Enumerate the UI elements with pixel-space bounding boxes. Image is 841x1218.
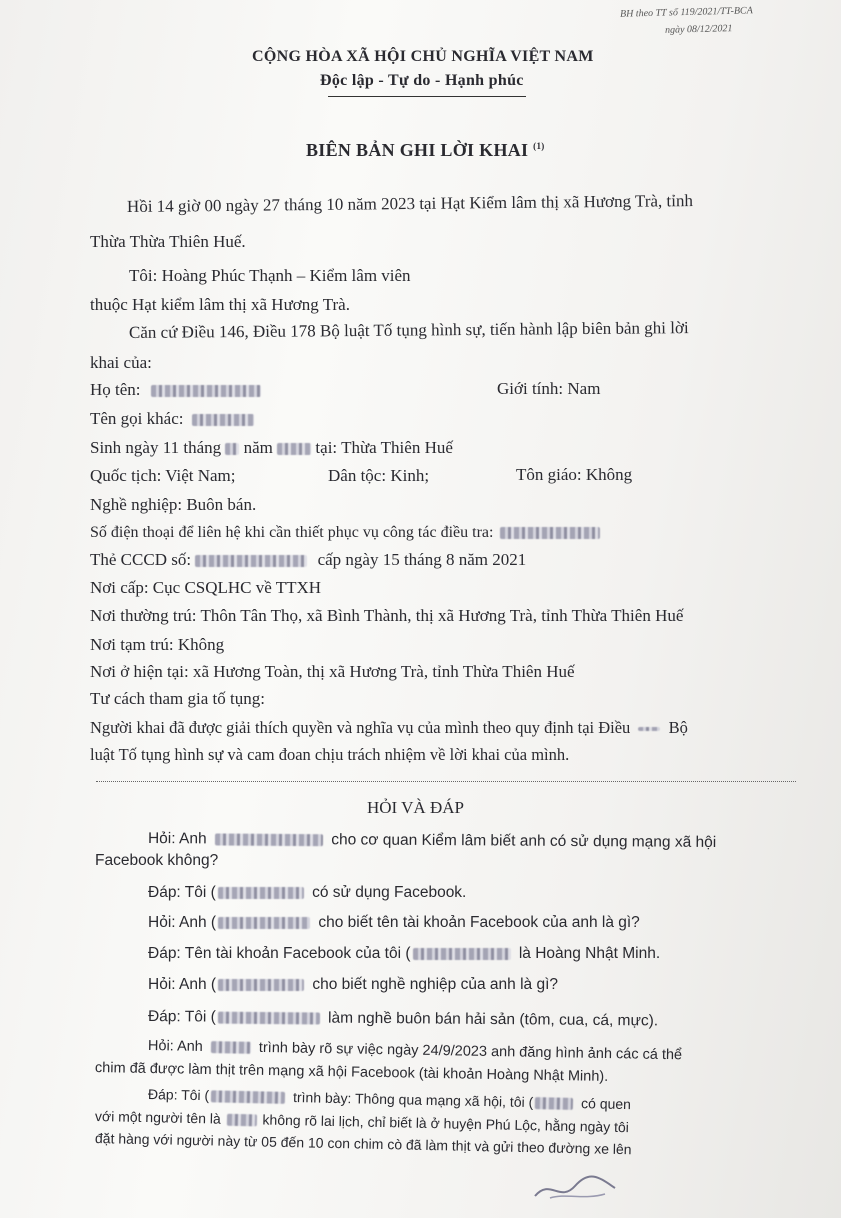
redacted-a1 bbox=[218, 887, 304, 899]
ethnicity: Dân tộc: Kinh; bbox=[328, 466, 430, 485]
phone-label: Số điện thoại để liên hệ khi cần thiết phục vụ công tác điều tra: bbox=[90, 524, 494, 541]
name-label: Họ tên: bbox=[90, 380, 141, 399]
a4-end: có quen bbox=[580, 1095, 632, 1113]
question-1-cont: Facebook không? bbox=[95, 852, 219, 869]
id-label: Thẻ CCCD số: bbox=[90, 550, 192, 569]
question-4-cont: chim đã được làm thịt trên mạng xã hội Facebook (tài khoản Hoàng Nhật Minh). bbox=[94, 1060, 609, 1085]
a3-start: Đáp: Tôi ( bbox=[147, 1008, 216, 1026]
q2-end: cho biết tên tài khoản Facebook của anh là gì? bbox=[318, 914, 640, 931]
birth-year-label: năm bbox=[243, 438, 273, 457]
redacted-a2 bbox=[413, 948, 511, 960]
id-issue-date: cấp ngày 15 tháng 8 năm 2021 bbox=[317, 550, 527, 569]
line-province: Thừa Thừa Thiên Huế. bbox=[90, 232, 246, 251]
alias-row bbox=[90, 408, 254, 430]
answer-4 bbox=[148, 1086, 631, 1112]
answer-1 bbox=[148, 884, 466, 902]
redacted-id bbox=[195, 555, 307, 567]
birth-place: tại: Thừa Thiên Huế bbox=[315, 438, 453, 457]
gender: Giới tính: Nam bbox=[497, 379, 601, 398]
line-unit: thuộc Hạt kiểm lâm thị xã Hương Trà. bbox=[90, 295, 350, 314]
redacted-q2 bbox=[218, 917, 310, 929]
redacted-person bbox=[226, 1114, 256, 1127]
a1-start: Đáp: Tôi ( bbox=[148, 884, 216, 901]
a2-start: Đáp: Tên tài khoản Facebook của tôi ( bbox=[148, 945, 411, 962]
form-date: ngày 08/12/2021 bbox=[664, 23, 733, 36]
permanent-address: Nơi thường trú: Thôn Tân Thọ, xã Bình Thành, thị xã Hương Trà, tỉnh Thừa Thiên Huế bbox=[90, 606, 684, 625]
redacted-q3 bbox=[218, 979, 304, 991]
rights-line-2: luật Tố tụng hình sự và cam đoan chịu trách nhiệm về lời khai của mình. bbox=[90, 745, 570, 764]
motto: Độc lập - Tự do - Hạnh phúc bbox=[320, 72, 524, 89]
redacted-a3 bbox=[218, 1012, 320, 1025]
question-1 bbox=[148, 830, 716, 852]
signature-mark bbox=[530, 1168, 620, 1208]
qa-heading: HỎI VÀ ĐÁP bbox=[367, 798, 464, 817]
birth-day: 11 bbox=[162, 438, 180, 457]
answer-2 bbox=[148, 945, 660, 963]
birth-month-label: tháng bbox=[183, 438, 222, 457]
redacted-phone bbox=[500, 527, 600, 539]
question-3 bbox=[148, 976, 558, 994]
question-2 bbox=[148, 914, 640, 932]
procedural-capacity: Tư cách tham gia tố tụng: bbox=[90, 689, 265, 708]
line-time-place: Hồi 14 giờ 00 ngày 27 tháng 10 năm 2023 tại Hạt Kiểm lâm thị xã Hương Trà, tỉnh bbox=[126, 191, 694, 216]
q4-end: trình bày rõ sự việc ngày 24/9/2023 anh đăng hình ảnh các cá thể bbox=[258, 1039, 683, 1064]
motto-underline bbox=[328, 96, 526, 97]
rights-text: Người khai đã được giải thích quyền và nghĩa vụ của mình theo quy định tại Điều bbox=[90, 718, 631, 737]
a4-start: Đáp: Tôi ( bbox=[147, 1086, 210, 1104]
a4-line2-start: với một người tên là bbox=[94, 1108, 221, 1127]
occupation: Nghề nghiệp: Buôn bán. bbox=[90, 495, 257, 514]
redacted-article bbox=[638, 727, 660, 731]
form-reference: BH theo TT số 119/2021/TT-BCA bbox=[619, 5, 753, 20]
line-legal-basis: Căn cứ Điều 146, Điều 178 Bộ luật Tố tụng hình sự, tiến hành lập biên bản ghi lời bbox=[128, 318, 689, 342]
title-footnote: (1) bbox=[533, 141, 545, 151]
rights-text-end: Bộ bbox=[668, 718, 688, 737]
line-officer: Tôi: Hoàng Phúc Thạnh – Kiểm lâm viên bbox=[129, 266, 411, 285]
redacted-name bbox=[151, 385, 261, 397]
title-text: BIÊN BẢN GHI LỜI KHAI bbox=[306, 140, 529, 160]
current-address: Nơi ở hiện tại: xã Hương Toàn, thị xã Hương Trà, tỉnh Thừa Thiên Huế bbox=[90, 662, 575, 681]
birth-row bbox=[90, 437, 453, 459]
redacted-q4 bbox=[211, 1041, 251, 1054]
nation-title: CỘNG HÒA XÃ HỘI CHỦ NGHĨA VIỆT NAM bbox=[252, 48, 594, 65]
issued-by: Nơi cấp: Cục CSQLHC về TTXH bbox=[90, 578, 322, 597]
redacted-year bbox=[277, 443, 311, 455]
q2-start: Hỏi: Anh ( bbox=[148, 914, 217, 931]
dotted-separator bbox=[96, 781, 796, 782]
document-title bbox=[306, 140, 545, 161]
redacted-month bbox=[225, 443, 239, 455]
name-row bbox=[90, 379, 261, 401]
a3-end: làm nghề buôn bán hải sản (tôm, cua, cá, mực). bbox=[328, 1009, 659, 1030]
nationality: Quốc tịch: Việt Nam; bbox=[90, 466, 236, 485]
redacted-a4 bbox=[211, 1091, 285, 1105]
a4-mid: trình bày: Thông qua mạng xã hội, tôi ( bbox=[292, 1089, 534, 1111]
a2-end: là Hoàng Nhật Minh. bbox=[518, 945, 661, 962]
rights-line-1 bbox=[90, 717, 688, 739]
alias-label: Tên gọi khác: bbox=[90, 409, 184, 428]
temporary-address: Nơi tạm trú: Không bbox=[90, 635, 225, 654]
q3-start: Hỏi: Anh ( bbox=[148, 976, 217, 993]
religion: Tôn giáo: Không bbox=[516, 465, 633, 484]
a4-line2-end: không rõ lai lịch, chỉ biết là ở huyện Phú Lộc, hằng ngày tôi bbox=[262, 1111, 630, 1136]
q1-end: cho cơ quan Kiểm lâm biết anh có sử dụng mạng xã hội bbox=[331, 831, 717, 851]
phone-row bbox=[90, 522, 600, 544]
a1-end: có sử dụng Facebook. bbox=[312, 884, 467, 901]
q3-end: cho biết nghề nghiệp của anh là gì? bbox=[312, 976, 558, 993]
id-row bbox=[90, 549, 526, 571]
line-statement-of: khai của: bbox=[90, 353, 152, 372]
question-4 bbox=[148, 1038, 682, 1063]
redacted-alias bbox=[192, 414, 254, 426]
q1-start: Hỏi: Anh bbox=[147, 830, 207, 848]
birth-day-label: Sinh ngày bbox=[90, 438, 159, 457]
redacted-q1 bbox=[215, 833, 323, 846]
q4-start: Hỏi: Anh bbox=[147, 1038, 203, 1055]
answer-4-line-3: đặt hàng với người này từ 05 đến 10 con chim cò đã làm thịt và gửi theo đường xe lên bbox=[94, 1130, 632, 1158]
answer-3 bbox=[148, 1008, 658, 1030]
redacted-a4-alias bbox=[535, 1097, 573, 1110]
